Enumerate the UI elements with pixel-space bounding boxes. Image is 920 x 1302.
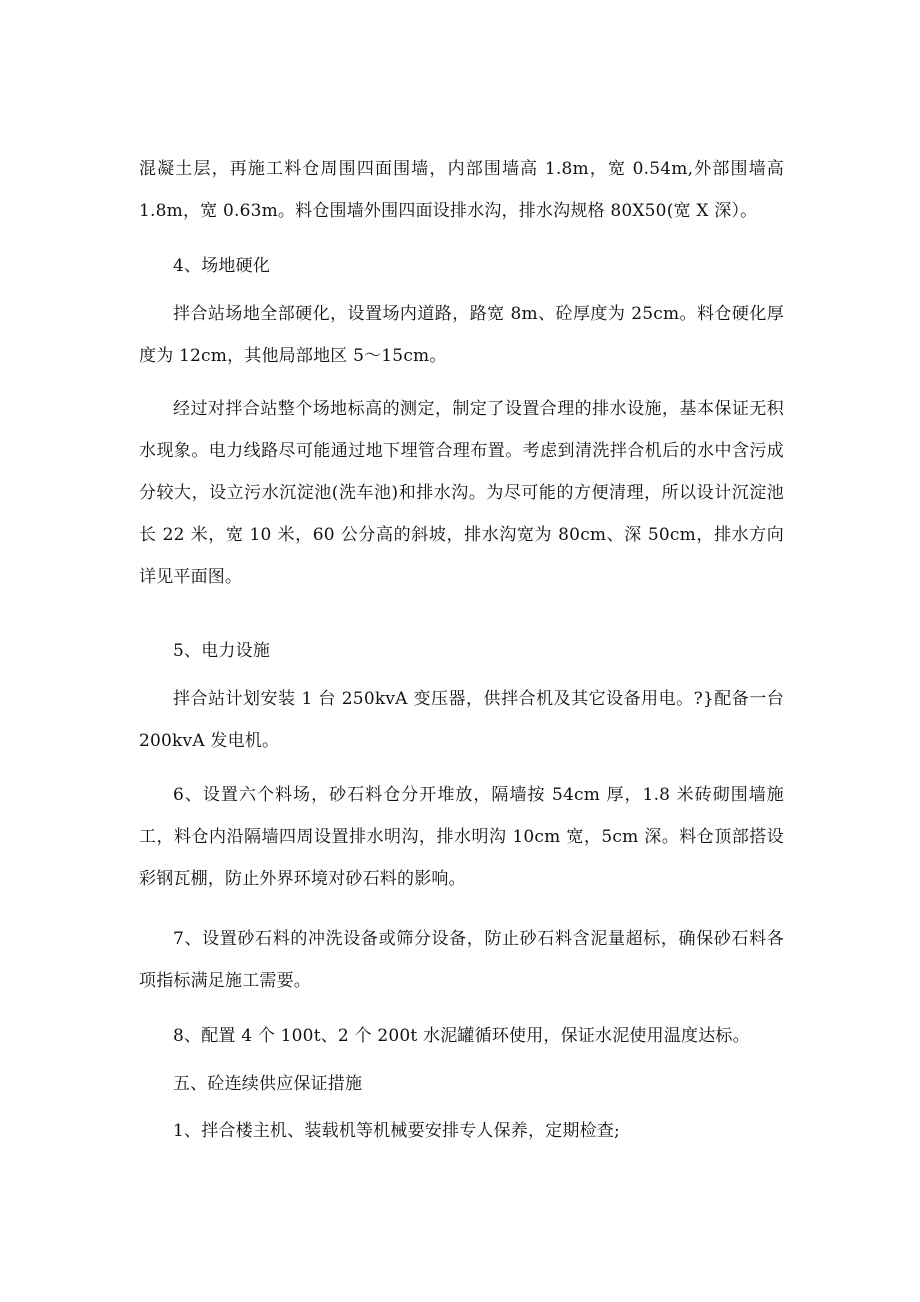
paragraph-maintenance: 1、拌合楼主机、装载机等机械要安排专人保养，定期检查; (173, 1121, 620, 1141)
paragraph-site-hardening: 拌合站场地全部硬化，设置场内道路，路宽 8m、砼厚度为 25cm。料仓硬化厚度为 12cm，其他局部地区 5～15cm。 (139, 304, 784, 366)
paragraph-material-yards: 6、设置六个料场，砂石料仓分开堆放，隔墙按 54cm 厚，1.8 米砖砌围墙施工，料仓内沿隔墙四周设置排水明沟，排水明沟 10cm 宽，5cm 深。料仓顶部搭设彩钢瓦棚，防止外界环境对砂石料的影响。 (139, 785, 784, 889)
paragraph-enclosure-walls: 混凝土层，再施工料仓周围四面围墙，内部围墙高 1.8m，宽 0.54m,外部围墙高 1.8m，宽 0.63m。料仓围墙外围四面设排水沟，排水沟规格 80X50(宽 X 深）。 (139, 159, 784, 221)
paragraph-cement-tanks: 8、配置 4 个 100t、2 个 200t 水泥罐循环使用，保证水泥使用温度达标。 (173, 1026, 750, 1046)
paragraph-power: 拌合站计划安装 1 台 250kvA 变压器，供拌合机及其它设备用电。?}配备一台 200kvA 发电机。 (139, 689, 784, 751)
heading-supply-measures: 五、砼连续供应保证措施 (173, 1074, 363, 1094)
heading-power-facilities: 5、电力设施 (173, 641, 271, 661)
paragraph-washing-equipment: 7、设置砂石料的冲洗设备或筛分设备，防止砂石料含泥量超标，确保砂石料各项指标满足施工需要。 (139, 929, 784, 991)
paragraph-drainage: 经过对拌合站整个场地标高的测定，制定了设置合理的排水设施，基本保证无积水现象。电力线路尽可能通过地下埋管合理布置。考虑到清洗拌合机后的水中含污成分较大，设立污水沉淀池(洗车池)和排水沟。为尽可能的方便清理，所以设计沉淀池长 22 米，宽 10 米，60 公分高的斜坡，排水沟宽为 80cm、深 50cm，排水方向详见平面图。 (139, 399, 784, 587)
heading-site-hardening: 4、场地硬化 (173, 256, 271, 276)
